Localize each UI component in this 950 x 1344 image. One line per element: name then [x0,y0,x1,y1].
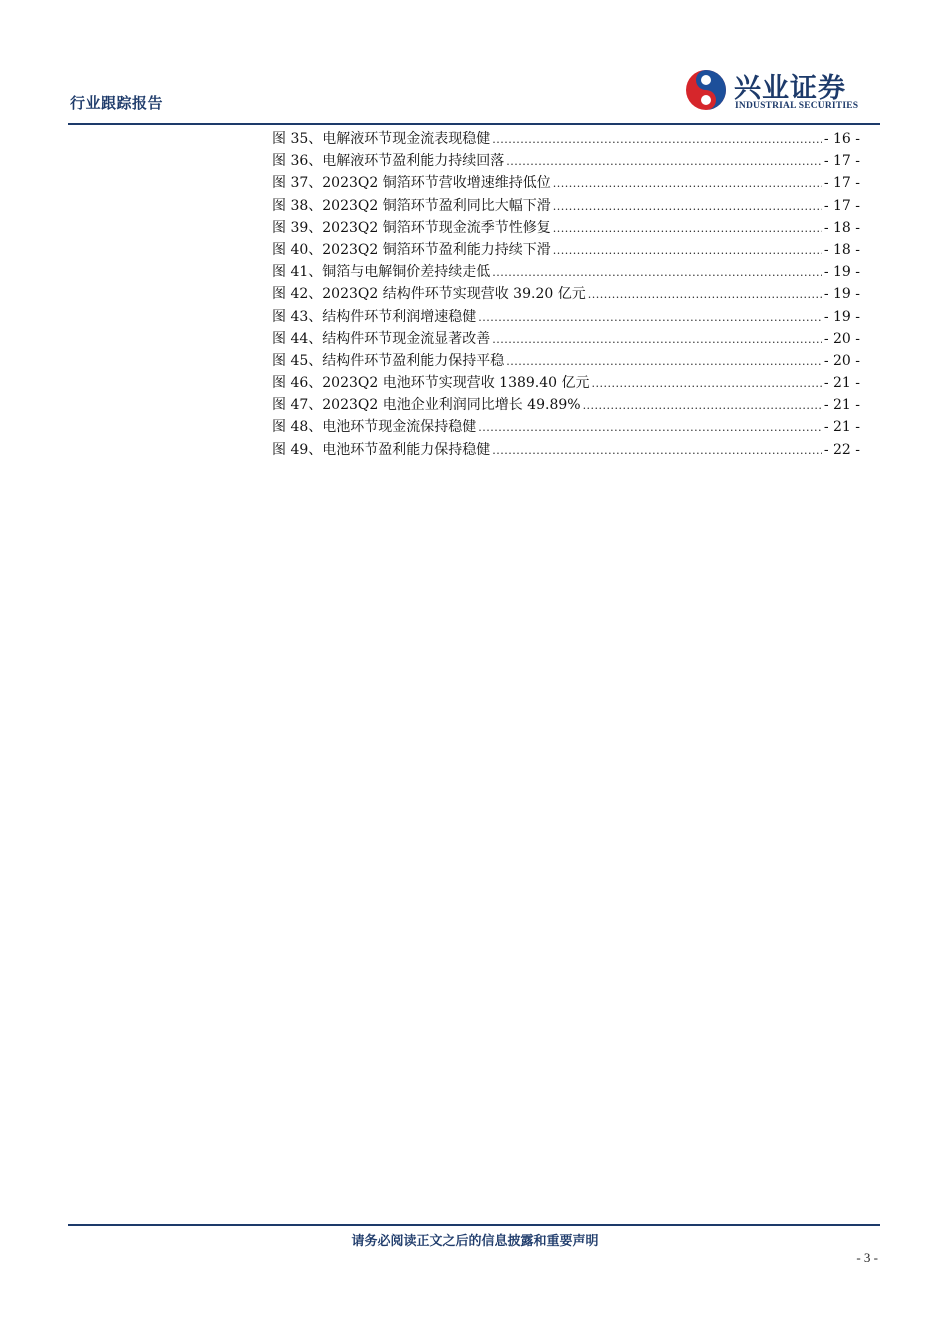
toc-item[interactable] [272,128,860,150]
toc-leader-dots [588,284,822,306]
toc-item[interactable] [272,283,860,305]
toc-item[interactable] [272,328,860,350]
toc-leader-dots [553,196,822,218]
toc-item-label: 图 41、铜箔与电解铜价差持续走低 [272,264,491,281]
toc-leader-dots [506,351,822,373]
toc-item-page: - 17 - [823,175,860,192]
toc-leader-dots [553,240,822,262]
toc-item-label: 图 45、结构件环节盈利能力保持平稳 [272,352,505,369]
toc-item-page: - 22 - [823,441,860,458]
figure-toc-list [272,128,860,461]
toc-item-label: 图 47、2023Q2 电池企业利润同比增长 49.89% [272,397,581,414]
toc-item[interactable] [272,416,860,438]
industrial-securities-logo-icon [684,68,728,112]
toc-item-label: 图 44、结构件环节现金流显著改善 [272,330,491,347]
toc-item-label: 图 43、结构件环节利润增速稳健 [272,308,477,325]
toc-leader-dots [592,373,822,395]
toc-item-label: 图 46、2023Q2 电池环节实现营收 1389.40 亿元 [272,375,590,392]
toc-item-page: - 20 - [823,330,860,347]
footer-disclaimer: 请务必阅读正文之后的信息披露和重要声明 [351,1234,599,1249]
toc-item-page: - 17 - [823,153,860,170]
toc-leader-dots [492,129,822,151]
toc-item-label: 图 42、2023Q2 结构件环节实现营收 39.20 亿元 [272,286,586,303]
toc-item[interactable] [272,172,860,194]
toc-leader-dots [492,440,822,462]
footer-divider [68,1224,880,1226]
toc-item-page: - 19 - [823,286,860,303]
toc-item[interactable] [272,439,860,461]
toc-leader-dots [553,218,822,240]
toc-leader-dots [478,307,822,329]
logo-chinese-name: 兴业证券 [734,73,846,104]
toc-item-label: 图 49、电池环节盈利能力保持稳健 [272,441,491,458]
company-logo [684,66,884,114]
page-number: - 3 - [856,1250,878,1265]
toc-item[interactable] [272,306,860,328]
toc-item-page: - 19 - [823,308,860,325]
toc-item[interactable] [272,150,860,172]
toc-item-page: - 18 - [823,241,860,258]
toc-item-label: 图 36、电解液环节盈利能力持续回落 [272,153,505,170]
toc-leader-dots [492,262,822,284]
toc-item-page: - 17 - [823,197,860,214]
report-type-label: 行业跟踪报告 [70,94,164,112]
logo-english-name: INDUSTRIAL SECURITIES [735,101,859,111]
toc-item-page: - 21 - [823,397,860,414]
toc-item-page: - 19 - [823,264,860,281]
toc-item-label: 图 39、2023Q2 铜箔环节现金流季节性修复 [272,219,551,236]
toc-item-page: - 16 - [823,131,860,147]
toc-item-label: 图 35、电解液环节现金流表现稳健 [272,131,491,147]
toc-item-label: 图 48、电池环节现金流保持稳健 [272,419,477,436]
toc-leader-dots [506,151,822,173]
toc-item[interactable] [272,350,860,372]
toc-item[interactable] [272,394,860,416]
toc-item-label: 图 38、2023Q2 铜箔环节盈利同比大幅下滑 [272,197,551,214]
toc-item-page: - 21 - [823,419,860,436]
toc-item[interactable] [272,372,860,394]
toc-leader-dots [583,395,822,417]
toc-item[interactable] [272,239,860,261]
toc-item-label: 图 37、2023Q2 铜箔环节营收增速维持低位 [272,175,551,192]
toc-leader-dots [553,173,822,195]
toc-item-page: - 20 - [823,352,860,369]
toc-leader-dots [492,329,822,351]
toc-item[interactable] [272,217,860,239]
toc-item-page: - 21 - [823,375,860,392]
toc-leader-dots [478,417,822,439]
header-divider [68,123,880,125]
toc-item[interactable] [272,261,860,283]
toc-item-page: - 18 - [823,219,860,236]
toc-item-label: 图 40、2023Q2 铜箔环节盈利能力持续下滑 [272,241,551,258]
toc-item[interactable] [272,195,860,217]
